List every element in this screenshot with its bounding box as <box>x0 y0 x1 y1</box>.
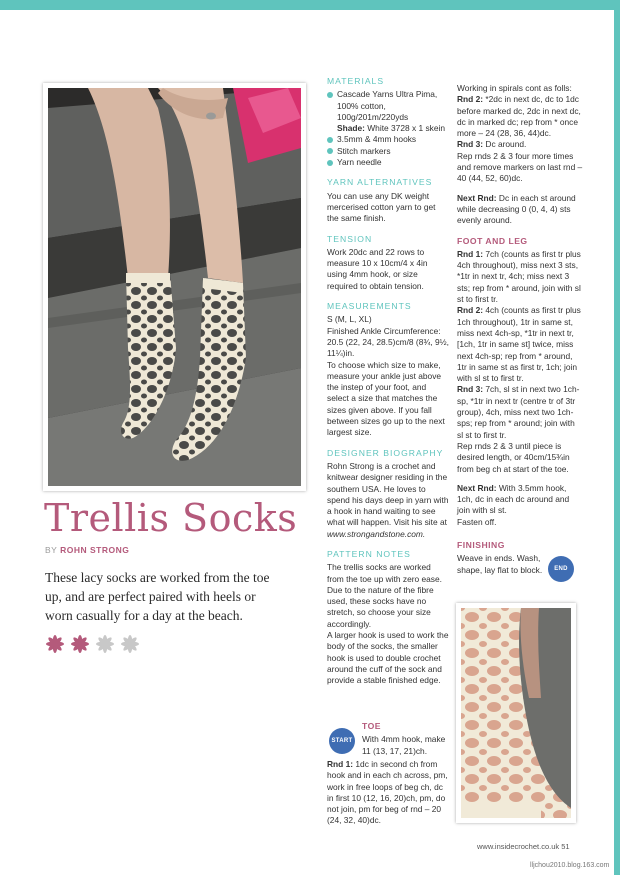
fasten-off: Fasten off. <box>457 516 497 527</box>
end-badge: END <box>548 556 574 582</box>
intro-text: These lacy socks are worked from the toe up, and are perfect paired with heels or worn casually for a day at the beach. <box>45 570 270 623</box>
socks-on-steps-image <box>48 88 301 486</box>
main-photo <box>43 83 306 491</box>
pattern-notes-heading: PATTERN NOTES <box>327 548 411 559</box>
bullet-icon <box>327 92 333 98</box>
spirals-intro: Working in spirals cont as folls: <box>457 83 572 93</box>
star-empty-icon <box>120 634 140 654</box>
foot-rnd3: 7ch, sl st in next two 1ch-sp, *1tr in next tr (centre tr of 3tr group), 4ch, miss next two 1ch-sps; rep from * around; join with sl st to first tr. <box>457 384 580 440</box>
material-line: Yarn needle <box>337 157 382 168</box>
spirals-rnd2: *2dc in next dc, dc to 1dc before marked dc, 2dc in next dc, dc in marked dc; rep from * once more – 24 (28, 36, 44)dc. <box>457 94 581 139</box>
tension-heading: TENSION <box>327 233 373 244</box>
tension-text: Work 20dc and 22 rows to measure 10 x 10cm/4 x 4in using 4mm hook, or size required to obtain tension. <box>327 246 428 291</box>
pattern-notes-p2: A larger hook is used to work the body of the socks, the smaller hook is used to double crochet around the cuff of the sock and provide a stable finished edge. <box>327 630 449 686</box>
materials-item-hooks <box>327 134 449 145</box>
designer-heading: DESIGNER BIOGRAPHY <box>327 447 444 458</box>
foot-rnd3-label: Rnd 3: <box>457 384 484 395</box>
size-advice-text: To choose which size to make, measure your ankle just above the instep of your foot, and select a size that matches the sizes given above. If you fall between sizes go up to the next largest size. <box>327 359 445 438</box>
yarn-alternatives-text: You can use any DK weight mercerised cotton yarn to get the same finish. <box>327 190 436 224</box>
material-line: 100% cotton, <box>337 100 386 111</box>
finishing-heading: FINISHING <box>457 539 505 550</box>
middle-column <box>327 76 449 687</box>
page-title: Trellis Socks <box>44 496 298 540</box>
spirals-repeat: Rep rnds 2 & 3 four more times and remove markers on last rnd – 40 (44, 52, 60)dc. <box>457 150 583 184</box>
spirals-next-label: Next Rnd: <box>457 192 497 203</box>
footer-url[interactable]: www.insidecrochet.co.uk <box>477 842 560 851</box>
materials-heading: MATERIALS <box>327 76 385 86</box>
byline <box>45 545 129 555</box>
foot-repeat: Rep rnds 2 & 3 until piece is desired length, or 40cm/15¾in from beg ch at start of the toe. <box>457 440 570 474</box>
pattern-notes-p1: The trellis socks are worked from the toe up with zero ease. Due to the nature of the fibre used, these socks have no stretch, so choose your size accordingly. <box>327 562 442 629</box>
materials-item-markers <box>327 146 449 157</box>
author-name: ROHN STRONG <box>60 545 130 555</box>
spirals-next: Dc in each st around while decreasing 0 (0, 4, 4) sts evenly around. <box>457 192 576 226</box>
star-filled-icon <box>45 634 65 654</box>
foot-leg-heading: FOOT AND LEG <box>457 235 528 246</box>
sizes-text: S (M, L, XL) <box>327 314 372 325</box>
lace-detail-image <box>461 608 571 818</box>
difficulty-rating <box>45 634 140 654</box>
spirals-rnd2-label: Rnd 2: <box>457 94 484 105</box>
material-line: 3.5mm & 4mm hooks <box>337 134 417 145</box>
yarn-alternatives-heading: YARN ALTERNATIVES <box>327 177 433 188</box>
foot-rnd2: 4ch (counts as first tr plus 1ch throughout), 1tr in same st, miss next 4ch-sp, *1tr in next tr, [1ch, 1tr in same st] twice, miss next 4ch-sp; rep from * around, 1tr in same st as first tr, 1ch; join with sl st to first tr. <box>457 305 581 384</box>
top-border <box>0 0 620 10</box>
spirals-rnd3: Dc around. <box>485 139 527 150</box>
right-column <box>457 83 583 576</box>
material-line: Stitch markers <box>337 145 391 156</box>
shade-value: White 3728 x 1 skein <box>367 123 446 134</box>
material-line: 100g/201m/220yds <box>337 111 409 122</box>
circumference-text: Finished Ankle Circumference: 20.5 (22, 24, 28.5)cm/8 (8¾, 9½, 11¼)in. <box>327 325 449 359</box>
bullet-icon <box>327 160 333 166</box>
toe-round-block <box>327 759 449 827</box>
bullet-icon <box>327 148 333 154</box>
foot-rnd2-label: Rnd 2: <box>457 305 484 316</box>
bullet-icon <box>327 137 333 143</box>
measurements-heading: MEASUREMENTS <box>327 301 412 312</box>
materials-item-needle <box>327 157 449 168</box>
foot-next-label: Next Rnd: <box>457 482 497 493</box>
side-border <box>614 0 620 875</box>
designer-bio: Rohn Strong is a crochet and knitwear designer residing in the southern USA. He loves to spend his days deep in yarn with a hook in hand waiting to see what will happen. Visit his site at <box>327 460 449 528</box>
toe-rnd1: 1dc in second ch from hook and in each ch across, pm, work in free loops of beg ch, dc in first 10 (12, 16, 20)ch, pm, do not join, pm for beg of rnd – 20 (24, 32, 40)dc. <box>327 759 448 826</box>
byline-prefix: BY <box>45 545 58 555</box>
star-empty-icon <box>95 634 115 654</box>
page-footer <box>477 842 570 851</box>
foot-rnd1-label: Rnd 1: <box>457 248 484 259</box>
material-line: Cascade Yarns Ultra Pima, <box>337 89 438 100</box>
toe-rnd1-label: Rnd 1: <box>327 759 354 769</box>
detail-photo <box>456 603 576 823</box>
foot-next: With 3.5mm hook, 1ch, dc in each dc around and join with sl st. <box>457 482 570 516</box>
finishing-text: Weave in ends. Wash, shape, lay flat to block. <box>457 553 543 575</box>
toe-intro: With 4mm hook, make 11 (13, 17, 21)ch. <box>362 734 446 756</box>
page-number: 51 <box>561 842 570 851</box>
materials-item-yarn <box>327 89 449 134</box>
watermark: lljchou2010.blog.163.com <box>530 862 610 869</box>
designer-website[interactable]: www.strongandstone.com. <box>327 528 426 539</box>
toe-heading: TOE <box>362 721 382 731</box>
foot-rnd1: 7ch (counts as first tr plus 4ch throughout), miss next 3 sts, *1tr in next tr, 4ch; miss next 3 sts; rep from * around, join with sl st to first tr. <box>457 248 581 305</box>
star-filled-icon <box>70 634 90 654</box>
toe-intro-block <box>362 721 452 757</box>
start-badge: START <box>329 728 355 754</box>
designer-text <box>327 461 449 540</box>
spirals-rnd3-label: Rnd 3: <box>457 139 484 150</box>
shade-label: Shade: <box>337 123 365 134</box>
